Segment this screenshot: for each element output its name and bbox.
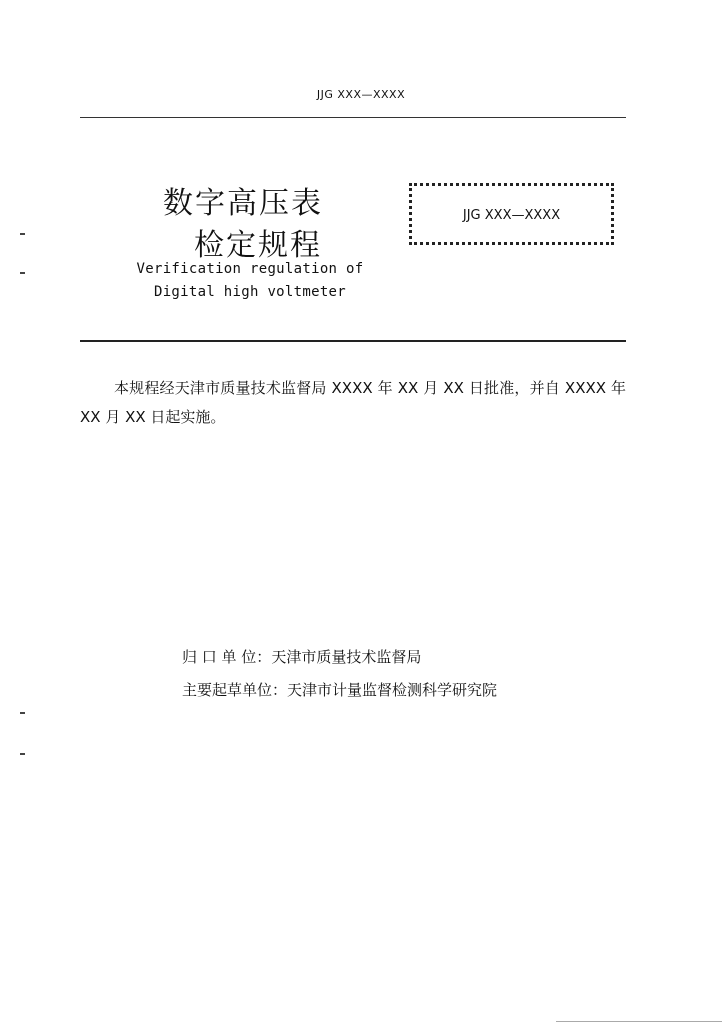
scan-mark: [20, 233, 25, 235]
english-title-line-1: Verification regulation of: [136, 261, 364, 277]
scan-mark: [20, 272, 25, 274]
page-edge-line: [556, 1021, 722, 1022]
scan-mark: [20, 753, 25, 755]
title-rule: [80, 340, 626, 342]
english-title-line-2: Digital high voltmeter: [153, 284, 347, 300]
approval-paragraph: 本规程经天津市质量技术监督局 XXXX 年 XX 月 XX 日批准，并自 XXXX 年 XX 月 XX 日起实施。: [80, 379, 626, 426]
scan-mark: [20, 712, 25, 714]
drafting-unit-value: 天津市计量监督检测科学研究院: [287, 681, 498, 699]
responsible-unit-row: [182, 646, 421, 667]
document-title-line-2: 检定规程: [194, 228, 322, 263]
document-code-header: JJG XXX—XXXX: [316, 88, 406, 101]
responsible-unit-label: 归 口 单 位：: [182, 648, 272, 666]
drafting-unit-label: 主要起草单位：: [182, 681, 288, 699]
responsible-unit-value: 天津市质量技术监督局: [271, 648, 422, 666]
header-rule: [80, 117, 626, 118]
code-box-text: JJG XXX—XXXX: [462, 208, 561, 223]
document-title-line-1: 数字高压表: [163, 186, 323, 221]
drafting-unit-row: [182, 679, 497, 700]
